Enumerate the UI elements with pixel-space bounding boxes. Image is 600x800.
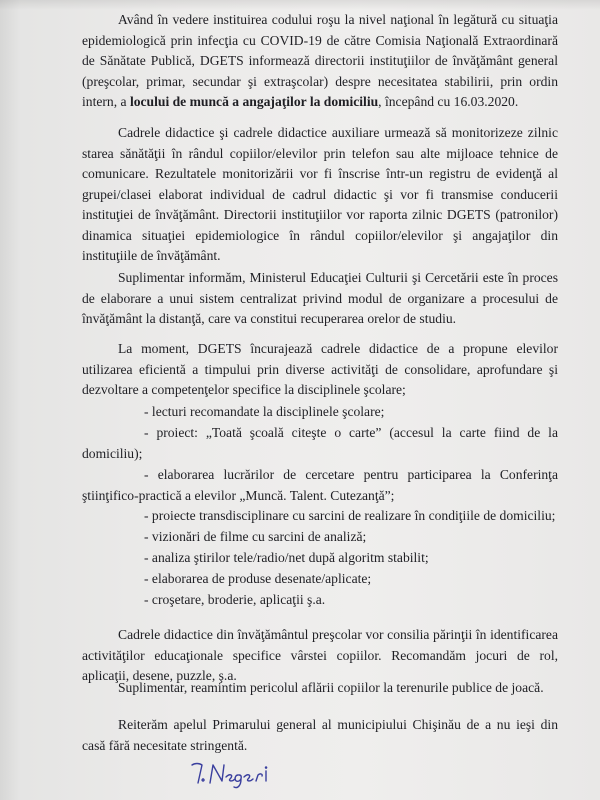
list-item-drawings-text: - elaborarea de produse desenate/aplicate; [144, 571, 372, 586]
paragraph-code-red-bold: locului de muncă a angajaţilor la domiciliu [129, 94, 379, 109]
list-item-drawings [82, 569, 558, 590]
list-item-readings [82, 402, 558, 423]
paragraph-encouragement-text: La moment, DGETS încurajează cadrele didactice de a propune elevilor utilizarea eficientă a timpului prin diverse activităţi de consolidare, aprofundare şi dezvoltare a competenţelor specifice la disciplinele şcolare; [82, 341, 558, 397]
list-item-research [82, 465, 558, 506]
list-item-crochet-text: - croşetare, broderie, aplicaţii ş.a. [144, 592, 326, 607]
list-item-films-text: - vizionări de filme cu sarcini de analiză; [144, 529, 367, 544]
list-item-readings-text: - lecturi recomandate la disciplinele şcolare; [144, 404, 385, 419]
paragraph-mayor-appeal-text: Reiterăm apelul Primarului general al municipiului Chişinău de a nu ieşi din casă fără necesitate stringentă. [82, 717, 558, 753]
paragraph-ministry [82, 268, 558, 330]
paragraph-playgrounds-text: Suplimentar, reamintim pericolul aflării copiilor la terenurile publice de joacă. [118, 680, 544, 695]
list-item-news-text: - analiza ştirilor tele/radio/net după algoritm stabilit; [144, 550, 429, 565]
list-item-projects [82, 506, 558, 527]
page-shadow-left [0, 0, 20, 800]
list-item-project-text: - proiect: „Toată şcoală citeşte o carte” (accesul la carte fiind de la domiciliu); [82, 425, 558, 461]
list-item-project [82, 423, 558, 464]
paragraph-ministry-text: Suplimentar informăm, Ministerul Educaţiei Culturii şi Cercetării este în proces de elaborare a unui sistem centralizat privind modul de organizare a procesului de învăţământ la distanţă, care va constitui recuperarea orelor de studiu. [82, 270, 558, 326]
list-item-crochet [82, 590, 558, 611]
paragraph-playgrounds [82, 678, 558, 699]
paragraph-preschool-text: Cadrele didactice din învăţământul preşcolar vor consilia părinţii în identificarea activităţilor educaţionale specifice vârstei copiilor. Recomandăm jocuri de rol, aplicaţii, desene, puzzle, ş.a. [82, 627, 558, 683]
page-shadow-top [0, 0, 600, 10]
paragraph-code-red [82, 10, 558, 113]
list-item-films [82, 527, 558, 548]
paragraph-monitoring [82, 123, 558, 267]
paragraph-code-red-date: , începând cu 16.03.2020. [378, 94, 519, 109]
list-item-research-text: - elaborarea lucrărilor de cercetare pentru participarea la Conferinţa ştiinţifico-practică a elevilor „Muncă. Talent. Cutezanţă”; [82, 467, 558, 503]
paragraph-mayor-appeal [82, 715, 558, 756]
paragraph-encouragement [82, 339, 558, 401]
list-item-news [82, 548, 558, 569]
paragraph-monitoring-text: Cadrele didactice şi cadrele didactice auxiliare urmează să monitorizeze zilnic starea sănătăţii în rândul copiilor/elevilor prin telefon sau alte mijloace tehnice de comunicare. Rezultatele monitorizării vor fi înscrise într-un registru de evidenţă al grupei/clasei elaborat individual de cadrul didactic şi vor fi transmise conducerii instituţiei de învăţământ. Directorii instituţiilor vor raporta zilnic DGETS (patronilor) dinamica situaţiei epidemiologice în rândul copiilor/elevilor şi angajaţilor din instituţiile de învăţământ. [82, 125, 558, 263]
handwritten-signature [186, 757, 276, 791]
list-item-projects-text: - proiecte transdisciplinare cu sarcini de realizare în condiţiile de domiciliu; [144, 508, 556, 523]
paragraph-code-red-text: Având în vedere instituirea codului roşu la nivel naţional în legătură cu situaţia epidemiologică prin infecţia cu COVID-19 de către Comisia Naţională Extraordinară de Sănătate Publică, DGETS informează directorii instituţiilor de învăţământ general (preşcolar, primar, secundar şi extraşcolar) despre necesitatea stabilirii, prin ordin intern, a [82, 12, 558, 109]
